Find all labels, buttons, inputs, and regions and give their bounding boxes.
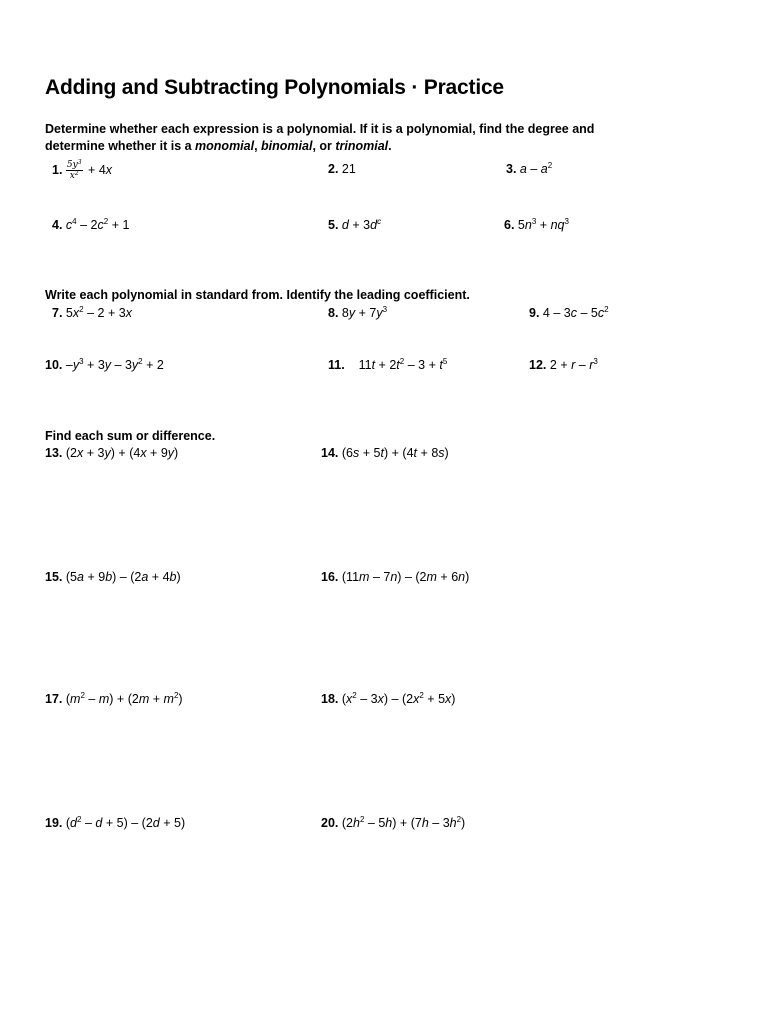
problem-expression: $4 - 3c - 5c^2$ xyxy=(542,305,609,320)
problem-number: 12. xyxy=(529,358,547,372)
problem-expression: $(d^2 - d + 5) - (2d + 5)$ xyxy=(65,815,186,830)
problem-expression: $(m^2 - m) + (2m + m^2)$ xyxy=(65,691,183,706)
problem-13 xyxy=(45,445,178,461)
problem-expression: + 4x xyxy=(88,162,113,177)
problem-expression: 21 xyxy=(341,162,356,176)
problem-4 xyxy=(52,217,129,233)
problem-number: 14. xyxy=(321,446,339,460)
section-1-instructions xyxy=(45,121,594,155)
problem-number: 19. xyxy=(45,816,63,830)
problem-17 xyxy=(45,691,183,707)
problem-number: 6. xyxy=(504,218,515,232)
problem-number: 17. xyxy=(45,692,63,706)
problem-number: 1. xyxy=(52,162,63,177)
problem-expression: (5a + 9b) – (2a + 4b) xyxy=(65,570,181,584)
problem-19 xyxy=(45,815,185,831)
problem-number: 20. xyxy=(321,816,339,830)
problem-number: 16. xyxy=(321,570,339,584)
problem-expression: $5x^2 - 2 + 3x$ xyxy=(65,305,132,320)
problem-18 xyxy=(321,691,455,707)
problem-expression: $-y^3 + 3y - 3y^2 + 2$ xyxy=(65,357,164,372)
problem-expression: $11t + 2t^2 - 3 + t^5$ xyxy=(358,357,448,372)
problem-expression: (2x + 3y) + (4x + 9y) xyxy=(65,446,179,460)
problem-7 xyxy=(52,305,132,321)
problem-number: 15. xyxy=(45,570,63,584)
problem-14 xyxy=(321,445,449,461)
problem-11 xyxy=(328,357,447,373)
problem-expression: $5n^3 + nq^3$ xyxy=(517,217,569,232)
problem-number: 7. xyxy=(52,306,63,320)
section-2-instructions: Write each polynomial in standard from. Identify the leading coefficient. xyxy=(45,288,470,302)
problem-16 xyxy=(321,569,469,585)
instruction-line: Determine whether each expression is a polynomial. If it is a polynomial, find the degree and xyxy=(45,122,595,136)
problem-12 xyxy=(529,357,598,373)
problem-expression: $(x^2 - 3x) - (2x^2 + 5x)$ xyxy=(341,691,456,706)
problem-20 xyxy=(321,815,465,831)
problem-number: 3. xyxy=(506,162,517,176)
problem-15 xyxy=(45,569,181,585)
problem-expression: $d + 3d^c$ xyxy=(341,217,382,232)
problem-number: 18. xyxy=(321,692,339,706)
problem-expression: $c^4 - 2c^2 + 1$ xyxy=(65,217,130,232)
problem-8 xyxy=(328,305,387,321)
problem-number: 9. xyxy=(529,306,540,320)
problem-number: 10. xyxy=(45,358,63,372)
problem-number: 8. xyxy=(328,306,339,320)
problem-expression: $2 + r - r^3$ xyxy=(549,357,598,372)
problem-expression: $(2h^2 - 5h) + (7h - 3h^2)$ xyxy=(341,815,466,830)
problem-number: 13. xyxy=(45,446,63,460)
problem-expression: (11m – 7n) – (2m + 6n) xyxy=(341,570,470,584)
problem-number: 11. xyxy=(328,358,345,372)
section-3-instructions: Find each sum or difference. xyxy=(45,429,216,443)
problem-number: 5. xyxy=(328,218,339,232)
problem-2 xyxy=(328,161,356,177)
fraction: $\frac{5y^3}{x^2}$ xyxy=(66,159,82,181)
problem-expression: a – $a^2$ xyxy=(519,161,553,176)
instruction-line: determine whether it is a monomial, binomial, or trinomial. xyxy=(45,139,392,153)
problem-5 xyxy=(328,217,381,233)
page-title: Adding and Subtracting Polynomials · Practice xyxy=(45,76,504,99)
problem-expression: (6s + 5t) + (4t + 8s) xyxy=(341,446,449,460)
problem-6 xyxy=(504,217,569,233)
problem-10 xyxy=(45,357,164,373)
problem-number: 4. xyxy=(52,218,63,232)
problem-9 xyxy=(529,305,609,321)
problem-number: 2. xyxy=(328,162,339,176)
problem-expression: $8y + 7y^3$ xyxy=(341,305,388,320)
problem-3 xyxy=(506,161,552,177)
problem-1 xyxy=(52,160,112,181)
